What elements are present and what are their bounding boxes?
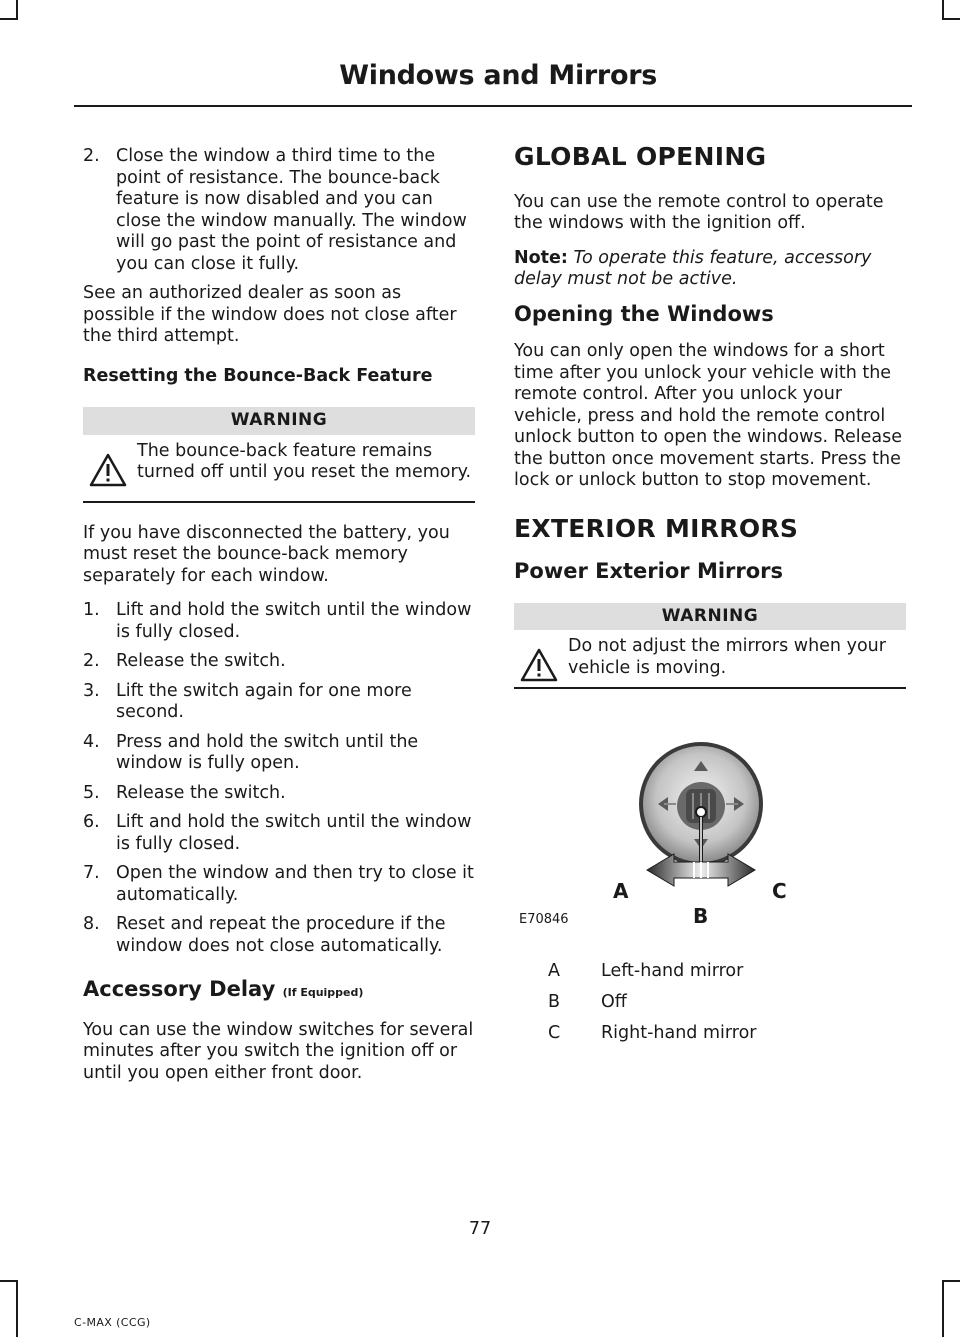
list-item-number: 1. — [83, 600, 100, 620]
note-text: To operate this feature, accessory delay must not be active. — [514, 247, 872, 289]
legend-key: A — [548, 961, 560, 981]
note-paragraph — [514, 248, 906, 291]
battery-paragraph: If you have disconnected the battery, you must reset the bounce-back memory separately for each window. — [83, 522, 450, 586]
accessory-delay-heading — [83, 979, 475, 1004]
list-item-text: Lift and hold the switch until the window is fully closed. — [116, 600, 472, 642]
accessory-delay-title: Accessory Delay — [83, 977, 276, 1001]
legend-row — [514, 961, 906, 992]
if-equipped-tag: (If Equipped) — [282, 986, 364, 999]
list-item-text: Open the window and then try to close it automatically. — [116, 863, 474, 905]
warning-label: WARNING — [83, 407, 475, 435]
legend-value: Off — [601, 992, 627, 1012]
crop-mark — [942, 18, 960, 20]
list-item — [83, 681, 475, 724]
list-item — [83, 600, 475, 643]
figure-label-c: C — [772, 879, 787, 903]
list-item-number: 4. — [83, 731, 100, 752]
crop-mark — [942, 1280, 960, 1282]
legend-value: Left-hand mirror — [601, 961, 744, 981]
dealer-paragraph: See an authorized dealer as soon as possible if the window does not close after the third attempt. — [83, 283, 457, 346]
list-item-text: Release the switch. — [116, 651, 286, 671]
legend-key: B — [548, 992, 561, 1012]
note-label: Note: — [514, 247, 568, 268]
list-item-text: Press and hold the switch until the window is fully open. — [116, 731, 419, 773]
warning-text: Do not adjust the mirrors when your vehicle is moving. — [568, 636, 886, 678]
global-opening-paragraph: You can use the remote control to operate the windows with the ignition off. — [514, 191, 884, 233]
list-item — [83, 914, 475, 957]
mirror-control-figure — [514, 709, 906, 949]
legend-value: Right-hand mirror — [601, 1023, 757, 1043]
list-item-text: Reset and repeat the procedure if the window does not close automatically. — [116, 914, 446, 956]
crop-mark — [16, 0, 18, 20]
left-column — [83, 146, 475, 1097]
list-item-number: 8. — [83, 914, 100, 934]
warning-body — [83, 435, 475, 503]
list-item-number: 3. — [83, 680, 100, 701]
list-item-text: Lift the switch again for one more second. — [116, 680, 412, 722]
figure-label-b: B — [693, 904, 709, 928]
list-item — [83, 783, 475, 805]
model-code: C-MAX (CCG) — [74, 1316, 151, 1329]
crop-mark — [16, 1280, 18, 1337]
list-item — [83, 732, 475, 775]
warning-triangle-icon — [520, 648, 558, 682]
list-item — [83, 146, 475, 275]
page-number: 77 — [468, 1219, 492, 1239]
list-item-text: Lift and hold the switch until the window is fully closed. — [116, 812, 472, 854]
crop-mark — [942, 0, 944, 20]
list-item-text: Release the switch. — [116, 782, 286, 803]
crop-mark — [0, 18, 18, 20]
legend-row — [514, 1023, 906, 1054]
warning-label: WARNING — [514, 603, 906, 631]
warning-triangle-icon — [89, 453, 127, 487]
opening-windows-heading: Opening the Windows — [514, 301, 774, 326]
header-divider — [74, 105, 912, 107]
exterior-mirrors-heading: EXTERIOR MIRRORS — [514, 513, 799, 543]
list-item — [83, 651, 475, 673]
list-item-text: Close the window a third time to the point of resistance. The bounce-back feature is now disabled and you can close the window manually. The window will go past the point of resistance and you can close it fully. — [116, 146, 467, 274]
opening-windows-paragraph: You can only open the windows for a short time after you unlock your vehicle with the remote control. After you unlock your vehicle, press and hold the remote control unlock button to open the windows. Release the button once movement starts. Press the lock or unlock button to stop movement. — [514, 341, 903, 490]
global-opening-heading: GLOBAL OPENING — [514, 142, 767, 171]
figure-code: E70846 — [519, 912, 569, 927]
list-item — [83, 812, 475, 855]
warning-body — [514, 630, 906, 689]
crop-mark — [0, 1280, 18, 1282]
crop-mark — [942, 1280, 944, 1337]
page-title: Windows and Mirrors — [339, 60, 657, 91]
list-item-number: 7. — [83, 863, 100, 883]
warning-text: The bounce-back feature remains turned off until you reset the memory. — [137, 440, 472, 482]
list-item-number: 6. — [83, 812, 100, 832]
list-item-number: 2. — [83, 651, 100, 671]
power-exterior-mirrors-heading: Power Exterior Mirrors — [514, 559, 784, 583]
warning-box — [83, 407, 475, 503]
mirror-control-illustration — [514, 709, 906, 949]
warning-box — [514, 603, 906, 690]
figure-label-a: A — [613, 879, 629, 903]
right-column — [514, 142, 906, 1054]
reset-bounce-back-heading: Resetting the Bounce-Back Feature — [83, 365, 433, 386]
legend-key: C — [548, 1023, 561, 1043]
list-item — [83, 863, 475, 906]
list-item-number: 2. — [83, 146, 100, 166]
legend-row — [514, 992, 906, 1023]
list-item-number: 5. — [83, 782, 100, 803]
accessory-delay-paragraph: You can use the window switches for several minutes after you switch the ignition off or until you open either front door. — [83, 1019, 474, 1083]
